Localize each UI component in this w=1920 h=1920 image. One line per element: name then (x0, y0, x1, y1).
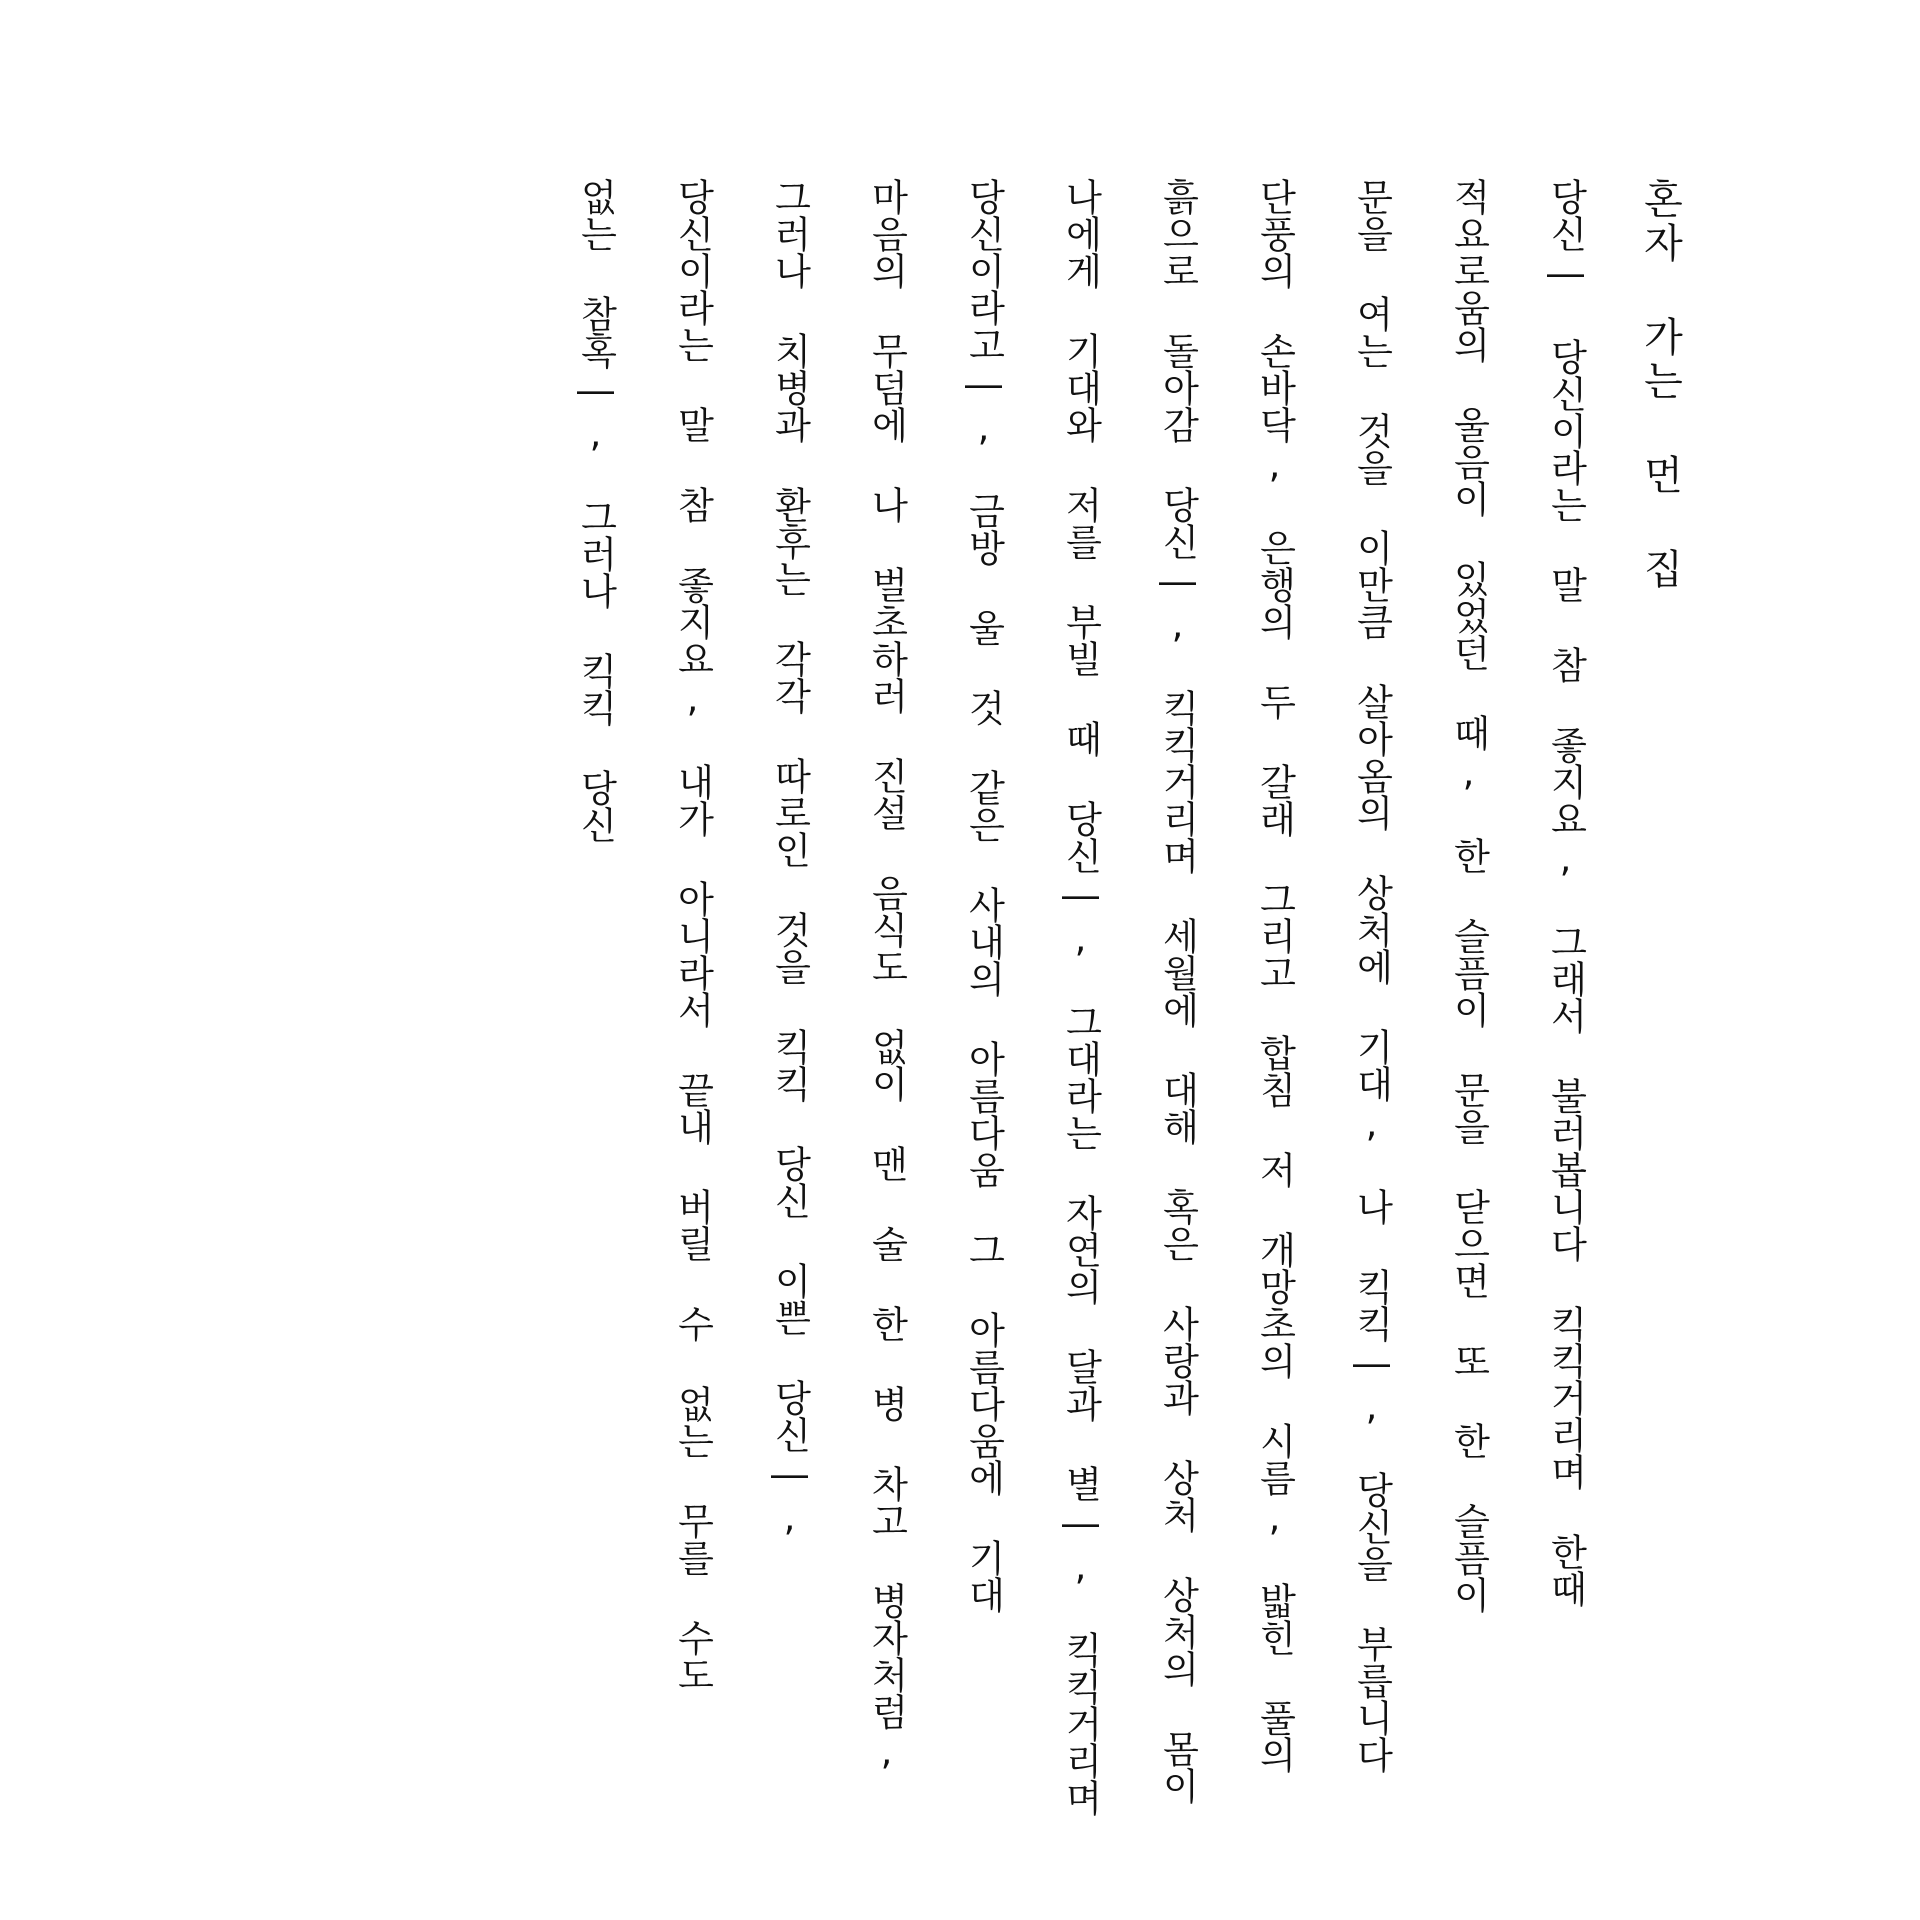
poem-line: 당신― 당신이라는 말 참 좋지요, 그래서 불러봅니다 킥킥거리며 한때 (1544, 178, 1587, 1607)
poem-line: 문을 여는 것을 이만큼 살아옴의 상처에 기대, 나 킥킥―, 당신을 부릅니다 (1350, 178, 1393, 1773)
poem-line: 적요로움의 울음이 있었던 때, 한 슬픔이 문을 닫으면 또 한 슬픔이 (1447, 178, 1490, 1613)
poem-line: 없는 참혹―, 그러나 킥킥 당신 (574, 178, 617, 843)
poem-line: 당신이라는 말 참 좋지요, 내가 아니라서 끝내 버릴 수 없는 무를 수도 (671, 178, 714, 1693)
poem-line: 그러나 치병과 환후는 각각 따로인 것을 킥킥 당신 이쁜 당신―, (768, 178, 811, 1539)
poem-line: 마음의 무덤에 나 벌초하러 진설 음식도 없이 맨 술 한 병 차고 병자처럼, (865, 178, 908, 1773)
poem-title: 혼자 가는 먼 집 (1637, 178, 1683, 592)
poem-line: 나에게 기대와 저를 부빌 때 당신―, 그대라는 자연의 달과 별―, 킥킥거리며 (1059, 178, 1102, 1816)
poem-line: 당신이라고―, 금방 울 것 같은 사내의 아름다움 그 아름다움에 기대 (962, 178, 1005, 1613)
poem-line: 흙으로 돌아감 당신―, 킥킥거리며 세월에 대해 혹은 사랑과 상처 상처의 몸이 (1156, 178, 1199, 1804)
poem-line: 단풍의 손바닥, 은행의 두 갈래 그리고 합침 저 개망초의 시름, 밟힌 풀의 (1253, 178, 1296, 1773)
poem-text (517, 178, 1683, 1816)
